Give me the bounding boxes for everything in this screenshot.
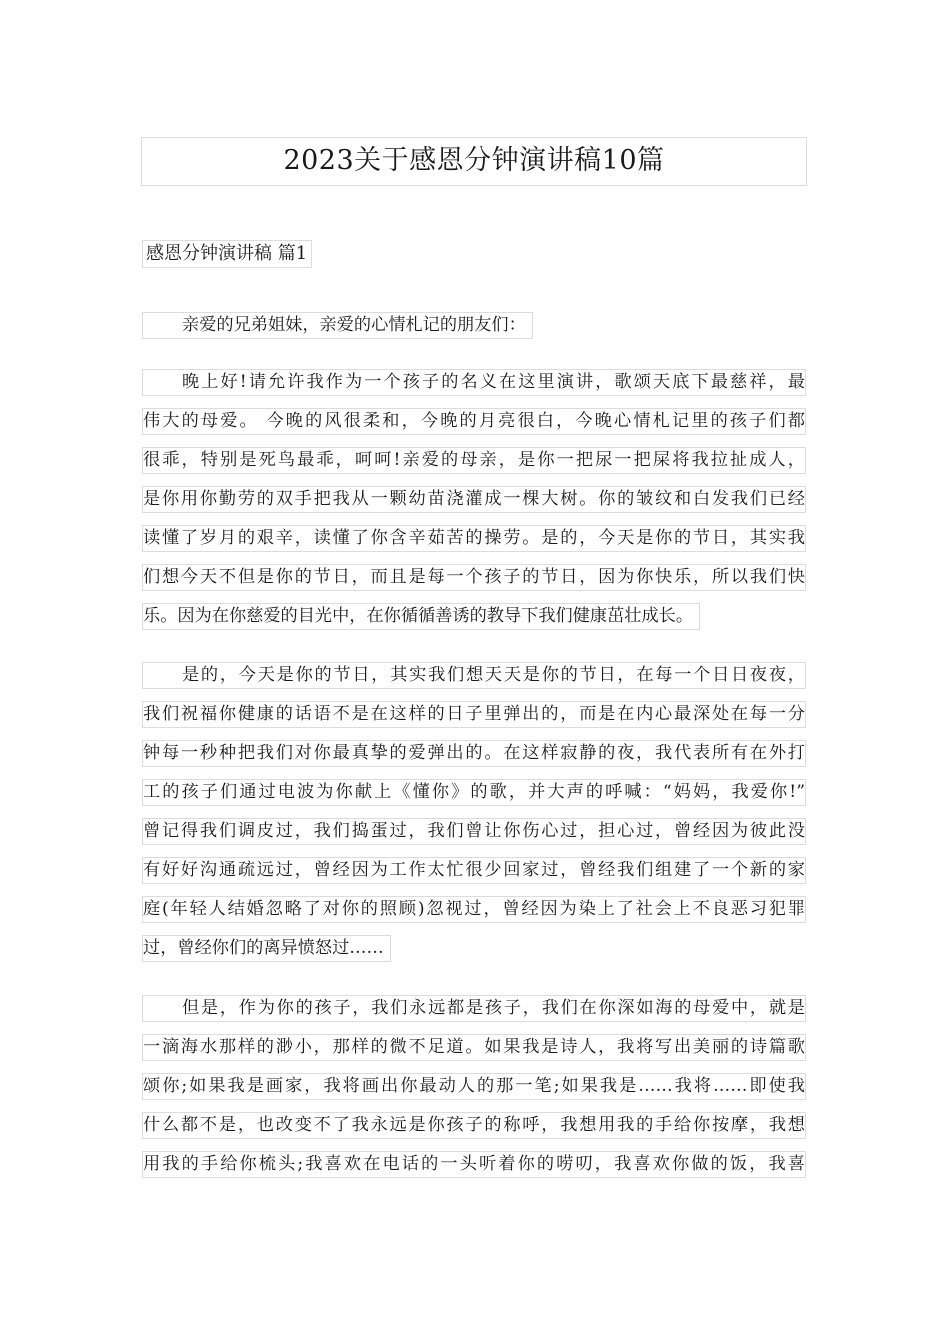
text-line: 一滴海水那样的渺小，那样的微不足道。如果我是诗人，我将写出美丽的诗篇歌 (142, 1034, 806, 1061)
text-line: 有好好沟通疏远过，曾经因为工作太忙很少回家过，曾经我们组建了一个新的家 (142, 857, 806, 884)
text-line: 们想今天不但是你的节日，而且是每一个孩子的节日，因为你快乐，所以我们快 (142, 564, 806, 591)
text-line: 过，曾经你们的离异愤怒过…… (142, 935, 391, 962)
text-line: 伟大的母爱。 今晚的风很柔和，今晚的月亮很白，今晚心情札记里的孩子们都 (142, 408, 806, 435)
text-line: 用我的手给你梳头;我喜欢在电话的一头听着你的唠叨，我喜欢你做的饭，我喜 (142, 1151, 806, 1178)
text-line: 是的，今天是你的节日，其实我们想天天是你的节日，在每一个日日夜夜， (142, 662, 806, 689)
text-line: 什么都不是，也改变不了我永远是你孩子的称呼，我想用我的手给你按摩，我想 (142, 1112, 806, 1139)
document-title: 2023关于感恩分钟演讲稿10篇 (141, 137, 807, 186)
text-line: 读懂了岁月的艰辛，读懂了你含辛茹苦的操劳。是的，今天是你的节日，其实我 (142, 525, 806, 552)
section-heading: 感恩分钟演讲稿 篇1 (142, 240, 312, 268)
text-line: 工的孩子们通过电波为你献上《懂你》的歌，并大声的呼喊：“妈妈，我爱你!” (142, 779, 806, 806)
text-line: 亲爱的兄弟姐妹，亲爱的心情札记的朋友们： (142, 312, 533, 339)
text-line: 颂你;如果我是画家，我将画出你最动人的那一笔;如果我是……我将……即使我 (142, 1073, 806, 1100)
text-line: 钟每一秒种把我们对你最真挚的爱弹出的。在这样寂静的夜，我代表所有在外打 (142, 740, 806, 767)
text-line: 但是，作为你的孩子，我们永远都是孩子，我们在你深如海的母爱中，就是 (142, 995, 806, 1022)
text-line: 很乖，特别是死鸟最乖，呵呵!亲爱的母亲，是你一把尿一把屎将我拉扯成人， (142, 447, 806, 474)
text-line: 晚上好!请允许我作为一个孩子的名义在这里演讲，歌颂天底下最慈祥，最 (142, 369, 806, 396)
text-line: 是你用你勤劳的双手把我从一颗幼苗浇灌成一棵大树。你的皱纹和白发我们已经 (142, 486, 806, 513)
text-line: 乐。因为在你慈爱的目光中，在你循循善诱的教导下我们健康茁壮成长。 (142, 603, 700, 630)
text-line: 我们祝福你健康的话语不是在这样的日子里弹出的，而是在内心最深处在每一分 (142, 701, 806, 728)
text-line: 曾记得我们调皮过，我们捣蛋过，我们曾让你伤心过，担心过，曾经因为彼此没 (142, 818, 806, 845)
text-line: 庭(年轻人结婚忽略了对你的照顾)忽视过，曾经因为染上了社会上不良恶习犯罪 (142, 896, 806, 923)
